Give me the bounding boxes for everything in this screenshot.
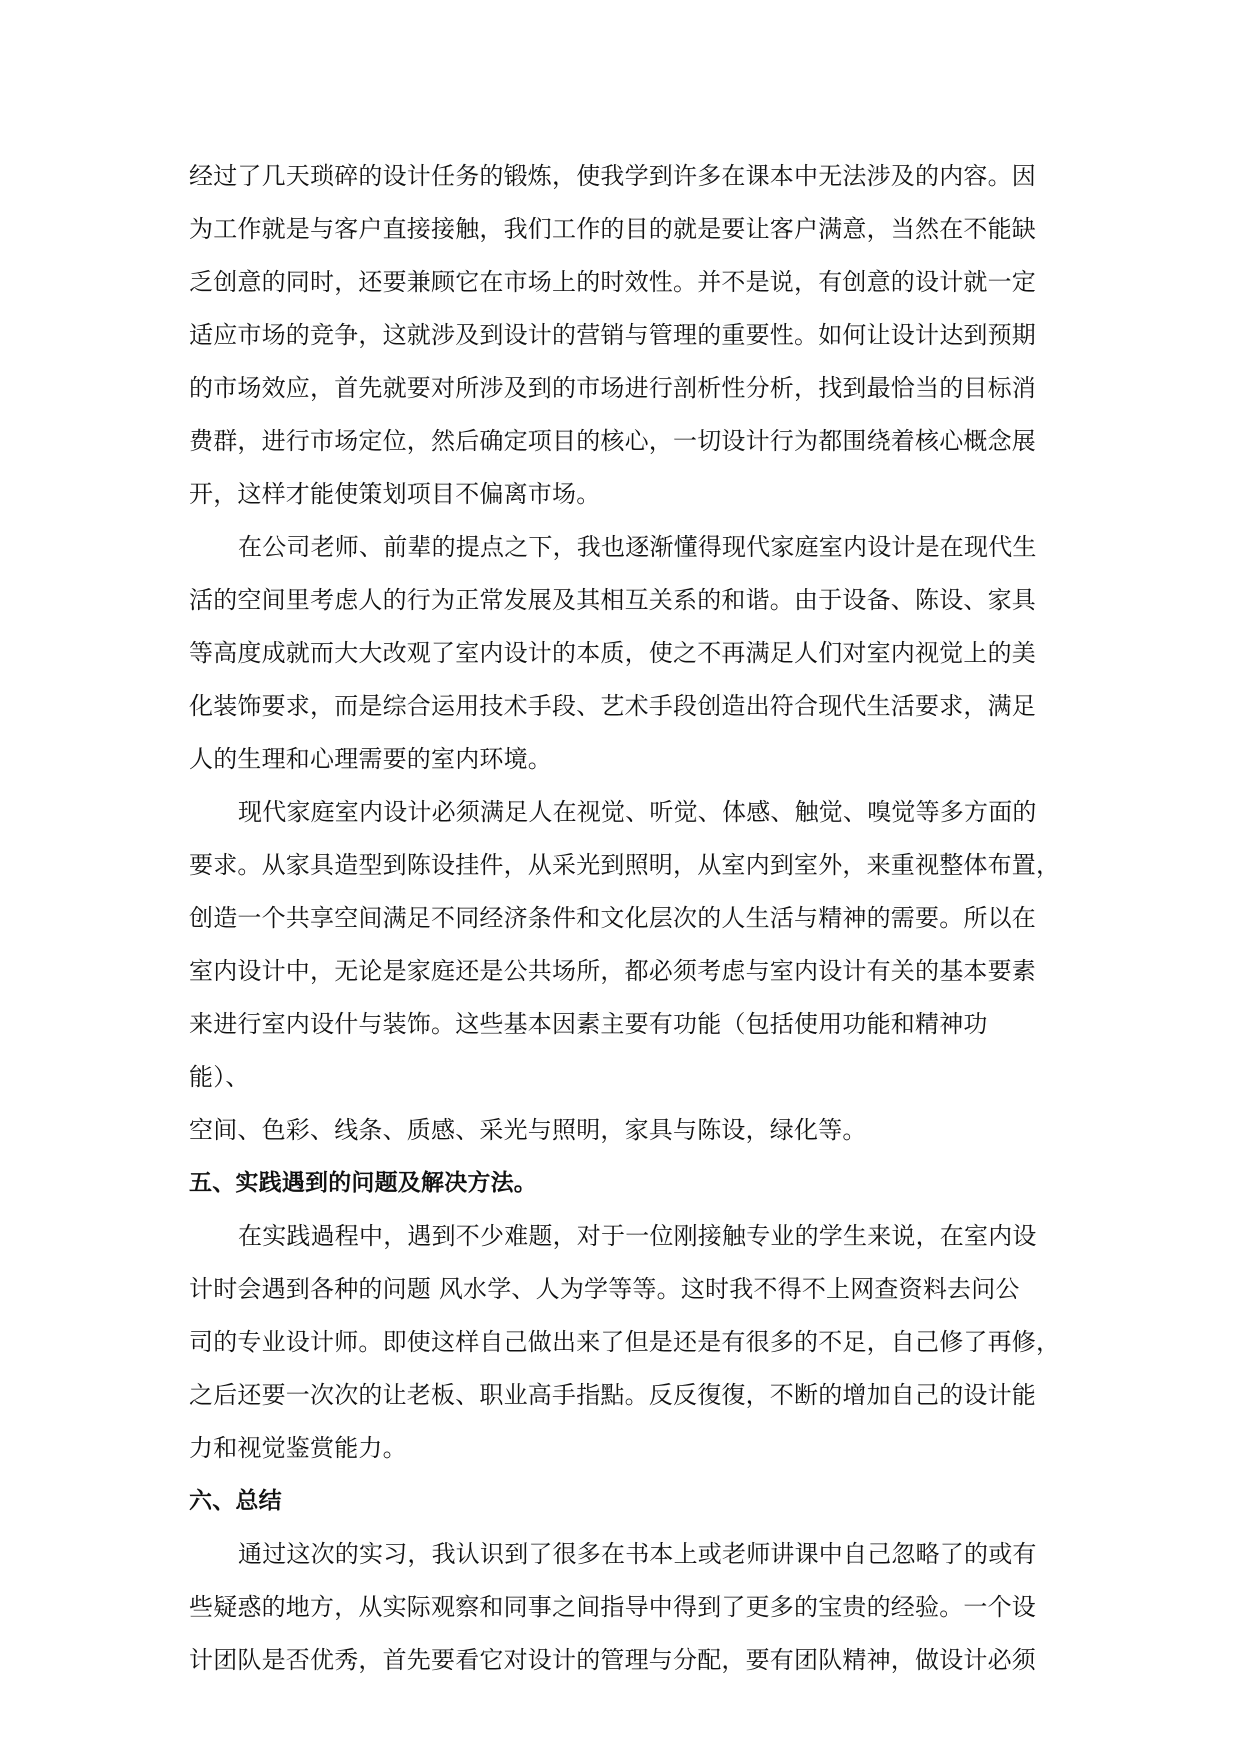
text-line: 现代家庭室内设计必须满足人在视觉、听觉、体感、触觉、嗅觉等多方面的 xyxy=(238,798,1037,826)
text-line: 化装饰要求，而是综合运用技术手段、艺术手段创造出符合现代生活要求，满足 xyxy=(189,692,1036,720)
paragraph-practice-problems xyxy=(189,1210,1059,1475)
text-line: 司的专业设计师。即使这样自己做出来了但是还是有很多的不足，自己修了再修， xyxy=(189,1328,1061,1356)
text-line: 要求。从家具造型到陈设挂件，从采光到照明，从室内到室外，来重视整体布置， xyxy=(189,851,1061,879)
text-line: 的市场效应，首先就要对所涉及到的市场进行剖析性分析，找到最恰当的目标消 xyxy=(189,374,1036,402)
text-line: 乏创意的同时，还要兼顾它在市场上的时效性。并不是说，有创意的设计就一定 xyxy=(189,268,1036,296)
text-line: 在公司老师、前辈的提点之下，我也逐渐懂得现代家庭室内设计是在现代生 xyxy=(238,533,1037,561)
section-heading-summary: 六、总结 xyxy=(189,1488,282,1514)
text-line: 能）、 xyxy=(189,1063,250,1091)
text-line: 开，这样才能使策划项目不偏离市场。 xyxy=(189,480,601,508)
text-line: 适应市场的竞争，这就涉及到设计的营销与管理的重要性。如何让设计达到预期 xyxy=(189,321,1036,349)
text-line: 创造一个共享空间满足不同经济条件和文化层次的人生活与精神的需要。所以在 xyxy=(189,904,1036,932)
paragraph-summary xyxy=(189,1528,1059,1687)
text-line: 空间、色彩、线条、质感、采光与照明，家具与陈设，绿化等。 xyxy=(189,1116,867,1144)
text-line: 室内设计中，无论是家庭还是公共场所，都必须考虑与室内设计有关的基本要素 xyxy=(189,957,1036,985)
text-line: 人的生理和心理需要的室内环境。 xyxy=(189,745,552,773)
document-body xyxy=(189,150,1059,1687)
text-line: 计团队是否优秀，首先要看它对设计的管理与分配，要有团队精神，做设计必须 xyxy=(189,1646,1036,1674)
text-line: 力和视觉鉴赏能力。 xyxy=(189,1434,407,1462)
text-line: 经过了几天琐碎的设计任务的锻炼，使我学到许多在课本中无法涉及的内容。因 xyxy=(189,162,1036,190)
paragraph-design-tasks xyxy=(189,150,1059,521)
text-line: 计时会遇到各种的问题 风水学、人为学等等。这时我不得不上网查资料去问公 xyxy=(189,1275,1020,1303)
text-line: 之后还要一次次的让老板、职业高手指點。反反復復，不断的增加自己的设计能 xyxy=(189,1381,1036,1409)
section-heading-problems: 五、实践遇到的问题及解决方法。 xyxy=(189,1170,537,1196)
text-line: 为工作就是与客户直接接触，我们工作的目的就是要让客户满意，当然在不能缺 xyxy=(189,215,1036,243)
text-line: 来进行室内设什与装饰。这些基本因素主要有功能（包括使用功能和精神功 xyxy=(189,1010,988,1038)
text-line: 在实践過程中，遇到不少难题，对于一位刚接触专业的学生来说，在室内设 xyxy=(238,1222,1037,1250)
text-line: 通过这次的实习，我认识到了很多在书本上或老师讲课中自己忽略了的或有 xyxy=(238,1540,1037,1568)
text-line: 等高度成就而大大改观了室内设计的本质，使之不再满足人们对室内视觉上的美 xyxy=(189,639,1036,667)
text-line: 费群，进行市场定位，然后确定项目的核心，一切设计行为都围绕着核心概念展 xyxy=(189,427,1036,455)
text-line: 活的空间里考虑人的行为正常发展及其相互关系的和谐。由于设备、陈设、家具 xyxy=(189,586,1036,614)
paragraph-interior-design-essence xyxy=(189,521,1059,786)
text-line: 些疑惑的地方，从实际观察和同事之间指导中得到了更多的宝贵的经验。一个设 xyxy=(189,1593,1036,1621)
paragraph-design-requirements xyxy=(189,786,1059,1157)
